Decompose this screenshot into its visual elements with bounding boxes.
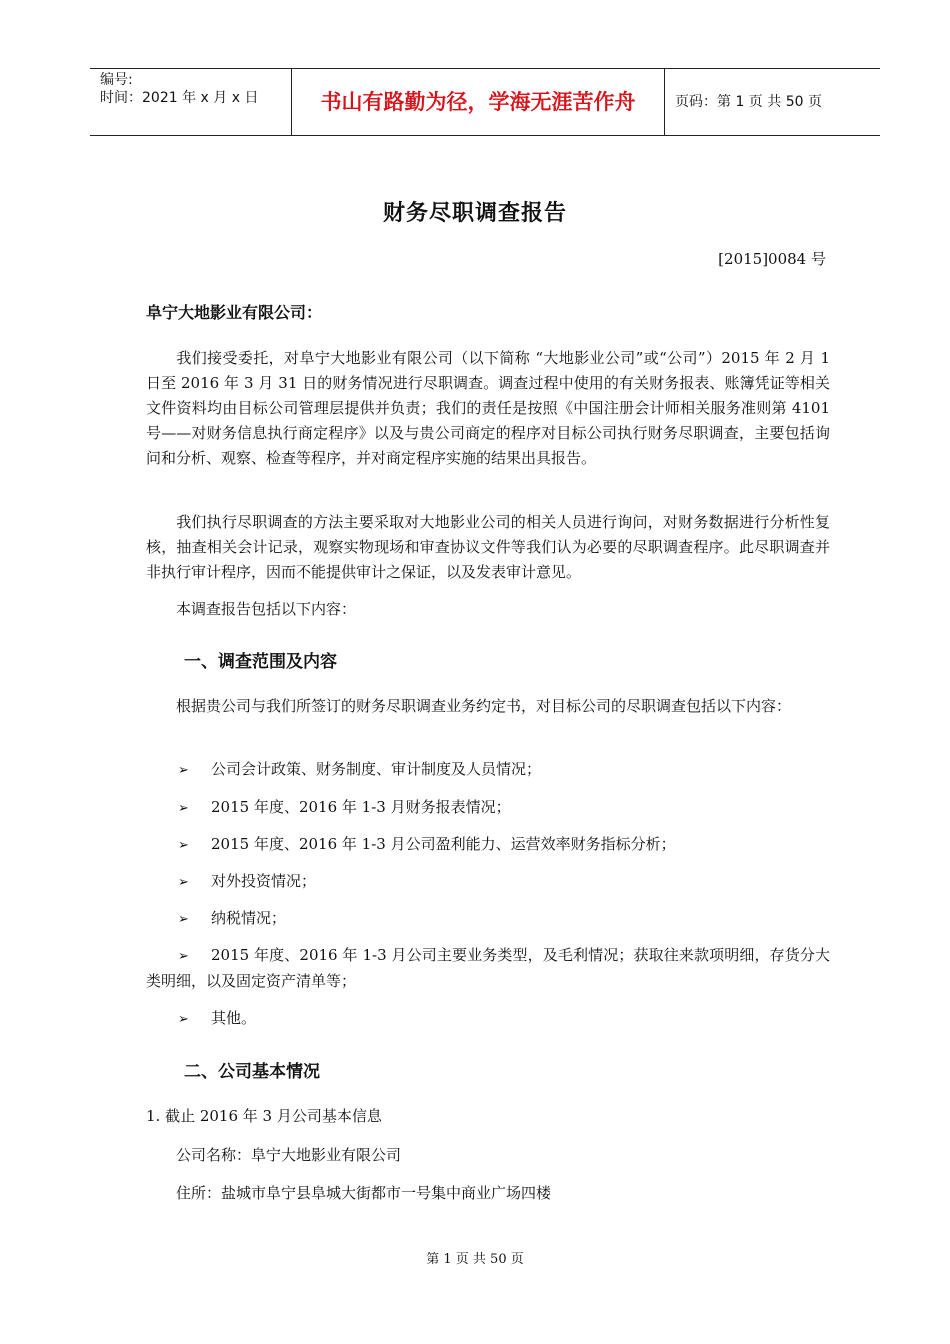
- section-1-title: 一、调查范围及内容: [184, 652, 337, 672]
- arrow-bullet-icon: ➢: [178, 912, 189, 927]
- code-label: 编号:: [100, 72, 133, 88]
- list-item: ➢ 纳税情况；: [178, 906, 830, 932]
- company-name: 公司名称：阜宁大地影业有限公司: [176, 1146, 402, 1164]
- header-page-info: 页码：第 1 页 共 50 页: [675, 94, 822, 110]
- list-item: ➢ 2015 年度、2016 年 1-3 月公司盈利能力、运营效率财务指标分析；: [178, 832, 830, 858]
- section-2-title: 二、公司基本情况: [184, 1062, 320, 1082]
- arrow-bullet-icon: ➢: [178, 838, 189, 853]
- arrow-bullet-icon: ➢: [178, 875, 189, 890]
- page-header: [90, 68, 880, 136]
- list-item: ➢ 对外投资情况；: [178, 869, 830, 895]
- arrow-bullet-icon: ➢: [178, 801, 189, 816]
- intro-paragraph-1: 我们接受委托，对阜宁大地影业有限公司（以下简称 “大地影业公司”或“公司”）2015 年 2 月 1 日至 2016 年 3 月 31 日的财务情况进行尽职调查。调查过程中使用的有关财务报表、账簿凭证等相关文件资料均由目标公司管理层提供并负责；我们的责任是按照《中国注册会计师相关服务准则第 4101 号——对财务信息执行商定程序》以及与贵公司商定的程序对目标公司执行财务尽职调查，主要包括询问和分析、观察、检查等程序，并对商定程序实施的结果出具报告。: [146, 349, 830, 467]
- section-1-intro: 根据贵公司与我们所签订的财务尽职调查业务约定书，对目标公司的尽职调查包括以下内容：: [176, 697, 792, 715]
- list-item: ➢ 其他。: [178, 1006, 830, 1032]
- arrow-bullet-icon: ➢: [178, 763, 189, 778]
- date-label: 时间：2021 年 x 月 x 日: [100, 90, 259, 106]
- list-item: ➢ 2015 年度、2016 年 1-3 月财务报表情况；: [178, 795, 830, 821]
- document-number: [2015]0084 号: [718, 250, 826, 268]
- intro-paragraph-2: 我们执行尽职调查的方法主要采取对大地影业公司的相关人员进行询问，对财务数据进行分析性复核，抽查相关会计记录，观察实物现场和审查协议文件等我们认为必要的尽职调查程序。此尽职调查并非执行审计程序，因而不能提供审计之保证，以及发表审计意见。: [146, 513, 830, 581]
- header-motto: 书山有路勤为径，学海无涯苦作舟: [292, 69, 665, 135]
- arrow-bullet-icon: ➢: [178, 1012, 189, 1027]
- list-item: ➢ 2015 年度、2016 年 1-3 月公司主要业务类型，及毛利情况；获取往来款项明细，存货分大类明细，以及固定资产清单等；: [146, 946, 830, 990]
- document-title: 财务尽职调查报告: [382, 201, 567, 226]
- addressee: 阜宁大地影业有限公司：: [146, 303, 323, 322]
- company-address: 住所：盐城市阜宁县阜城大街都市一号集中商业广场四楼: [176, 1184, 552, 1202]
- arrow-bullet-icon: ➢: [178, 949, 189, 964]
- page-footer: 第 1 页 共 50 页: [426, 1252, 524, 1267]
- intro-paragraph-3: 本调查报告包括以下内容：: [176, 600, 357, 618]
- section-2-item-1: 1. 截止 2016 年 3 月公司基本信息: [146, 1107, 382, 1125]
- list-item: ➢ 公司会计政策、财务制度、审计制度及人员情况；: [178, 757, 830, 783]
- header-meta: [90, 69, 292, 135]
